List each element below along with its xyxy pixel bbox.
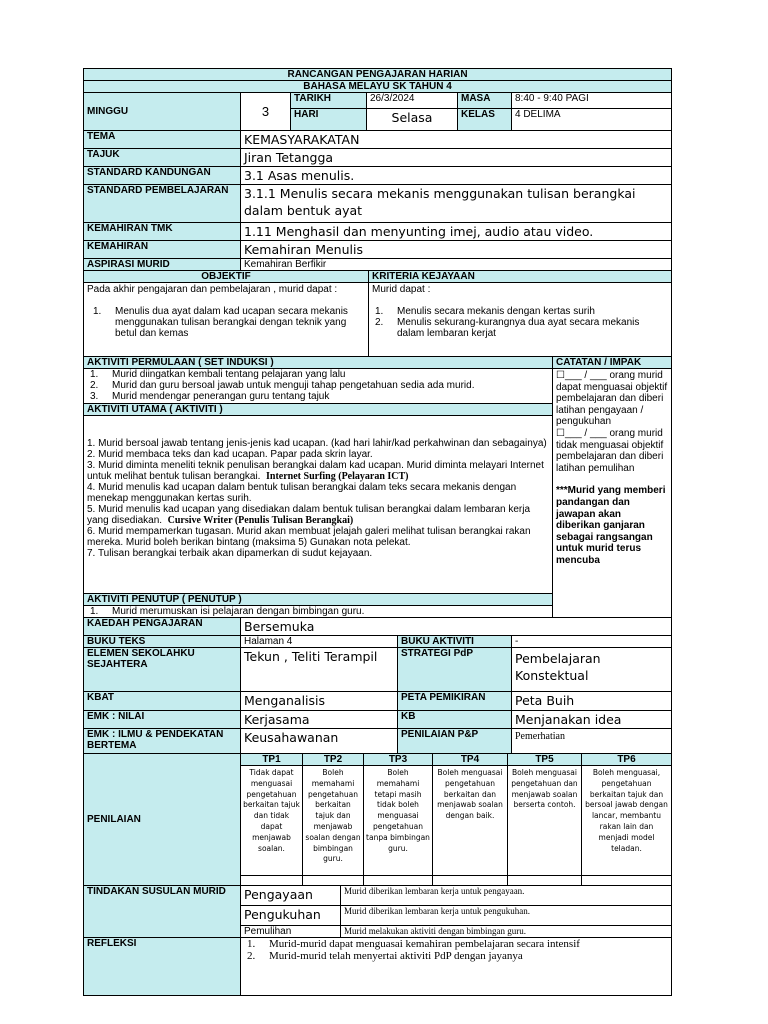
utama-step-7: 7. Tulisan berangkai terbaik akan dipamerkan di sudut kejayaan. <box>87 548 373 559</box>
pengukuhan-label: Pengukuhan <box>241 906 341 926</box>
kriteria-heading: KRITERIA KEJAYAAN <box>369 271 672 283</box>
catatan-line-2: ☐___ / ___ orang murid tidak menguasai objektif pembelajaran dan diberi latihan pemulihan <box>556 427 664 474</box>
utama-step-5-text: 5. Murid menulis kad ucapan yang disediakan dalam bentuk tulisan berangkai dalam lembaran kerja yang disediakan. <box>87 504 531 526</box>
tp2-description: Boleh memahami pengetahuan berkaitan tajuk dan menjawab soalan dengan bimbingan guru. <box>303 766 364 876</box>
standard-kandungan-value: 3.1 Asas menulis. <box>241 167 672 185</box>
kriteria-item-number: 1. <box>375 306 384 317</box>
refleksi-item-number: 2. <box>247 950 256 962</box>
pengayaan-desc: Murid diberikan lembaran kerja untuk pengayaan. <box>341 886 672 906</box>
emk-ilmu-label: EMK : ILMU & PENDEKATAN BERTEMA <box>84 729 241 754</box>
aspirasi-value: Kemahiran Berfikir <box>241 259 672 271</box>
penutup-item-number: 1. <box>90 606 99 617</box>
kb-label: KB <box>398 711 512 729</box>
tp5-heading: TP5 <box>508 754 582 766</box>
penutup-item-text: Murid merumuskan isi pelajaran dengan bimbingan guru. <box>112 606 365 617</box>
tp3-heading: TP3 <box>364 754 433 766</box>
standard-pembelajaran-value: 3.1.1 Menulis secara mekanis menggunakan tulisan berangkai dalam bentuk ayat <box>241 185 672 223</box>
elemen-value: Tekun , Teliti Terampil <box>241 648 398 692</box>
masa-value: 8:40 - 9:40 PAGI <box>512 93 672 109</box>
kemahiran-tmk-label: KEMAHIRAN TMK <box>84 223 241 241</box>
tarikh-label: TARIKH <box>291 93 367 109</box>
utama-cell <box>84 416 553 594</box>
utama-step-6: 6. Murid mempamerkan tugasan. Murid akan membuat jelajah galeri melihat tulisan berangkai rakan mereka. Murid boleh berikan bintang (maksima 5) Gunakan nota pelekat. <box>87 526 531 548</box>
catatan-note: ***Murid yang memberi pandangan dan jawapan akan diberikan ganjaran sebagai rangsangan untuk murid terus mencuba <box>556 485 666 566</box>
kemahiran-label: KEMAHIRAN <box>84 241 241 259</box>
refleksi-cell <box>241 938 672 996</box>
hari-label: HARI <box>291 109 367 131</box>
utama-step-2: 2. Murid membaca teks dan kad ucapan. Papar pada skrin layar. <box>87 449 373 460</box>
kriteria-item-text: Menulis secara mekanis dengan kertas surih <box>397 306 595 317</box>
penilaian-pp-value: Pemerhatian <box>512 729 672 754</box>
pemulihan-label: Pemulihan <box>241 926 341 938</box>
penilaian-table <box>83 753 672 886</box>
permulaan-cell <box>84 369 553 404</box>
refleksi-label: REFLEKSI <box>84 938 241 996</box>
standard-pembelajaran-label: STANDARD PEMBELAJARAN <box>84 185 241 223</box>
hari-value: Selasa <box>367 109 458 131</box>
pemulihan-desc: Murid melakukan aktiviti dengan bimbingan guru. <box>341 926 672 938</box>
objektif-item-text: Menulis dua ayat dalam kad ucapan secara mekanis menggunakan tulisan berangkai dengan teknik yang betul dan kemas <box>115 306 348 339</box>
kaedah-value: Bersemuka <box>241 618 672 636</box>
peta-value: Peta Buih <box>512 692 672 711</box>
utama-heading: AKTIVITI UTAMA ( AKTIVITI ) <box>84 404 553 416</box>
objective-table <box>83 270 672 357</box>
objektif-intro: Pada akhir pengajaran dan pembelajaran , murid dapat : <box>87 284 338 295</box>
tp1-description: Tidak dapat menguasai pengetahuan berkaitan tajuk dan tidak dapat menjawab soalan. <box>241 766 303 876</box>
objektif-cell <box>84 283 369 357</box>
minggu-label: MINGGU <box>84 93 241 131</box>
permulaan-item-text: Murid mendengar penerangan guru tentang tajuk <box>112 391 330 402</box>
catatan-heading: CATATAN / IMPAK <box>553 357 672 369</box>
kaedah-label: KAEDAH PENGAJARAN <box>84 618 241 636</box>
permulaan-item <box>87 369 549 380</box>
emk-nilai-label: EMK : NILAI <box>84 711 241 729</box>
tp5-mark <box>508 876 582 886</box>
refleksi-item-number: 1. <box>247 938 256 950</box>
emk-nilai-value: Kerjasama <box>241 711 398 729</box>
objektif-heading: OBJEKTIF <box>84 271 369 283</box>
refleksi-item-text: Murid-murid dapat menguasai kemahiran pembelajaran secara intensif <box>269 938 580 950</box>
kbat-label: KBAT <box>84 692 241 711</box>
tema-label: TEMA <box>84 131 241 149</box>
standard-kandungan-label: STANDARD KANDUNGAN <box>84 167 241 185</box>
activity-table <box>83 356 672 618</box>
tema-value: KEMASYARAKATAN <box>241 131 672 149</box>
susulan-label: TINDAKAN SUSULAN MURID <box>84 886 241 938</box>
strategi-label: STRATEGI PdP <box>398 648 512 692</box>
kriteria-item <box>372 317 668 339</box>
penilaian-label: PENILAIAN <box>84 754 241 886</box>
permulaan-item-number: 2. <box>90 380 99 391</box>
penilaian-pp-label: PENILAIAN P&P <box>398 729 512 754</box>
objektif-item <box>87 306 365 339</box>
tp3-mark <box>364 876 433 886</box>
permulaan-item-text: Murid dan guru bersoal jawab untuk menguji tahap pengetahuan sedia ada murid. <box>112 380 475 391</box>
kriteria-item-number: 2. <box>375 317 384 328</box>
plan-subtitle: BAHASA MELAYU SK TAHUN 4 <box>84 81 672 93</box>
kelas-value: 4 DELIMA <box>512 109 672 131</box>
followup-table <box>83 885 672 996</box>
peta-label: PETA PEMIKIRAN <box>398 692 512 711</box>
utama-step-3-tag: Internet Surfing (Pelayaran ICT) <box>266 471 409 482</box>
objektif-item-number: 1. <box>93 306 102 317</box>
tp6-description: Boleh menguasai, pengetahuan berkaitan tajuk dan bersoal jawab dengan lancar, membantu rakan lain dan menjadi model teladan. <box>582 766 672 876</box>
buku-aktiviti-label: BUKU AKTIVITI <box>398 636 512 648</box>
tp2-heading: TP2 <box>303 754 364 766</box>
permulaan-item <box>87 391 549 402</box>
permulaan-item-number: 3. <box>90 391 99 402</box>
kriteria-item-text: Menulis sekurang-kurangnya dua ayat secara mekanis dalam lembaran kerjat <box>397 317 640 339</box>
tajuk-value: Jiran Tetangga <box>241 149 672 167</box>
strategi-value: Pembelajaran Konstektual <box>512 648 672 692</box>
strategy-table <box>83 617 672 754</box>
buku-teks-value: Halaman 4 <box>241 636 398 648</box>
tarikh-value: 26/3/2024 <box>367 93 458 109</box>
kriteria-intro: Murid dapat : <box>372 284 431 295</box>
penutup-cell <box>84 606 553 618</box>
tp1-mark <box>241 876 303 886</box>
catatan-line-1: ☐___ / ___ orang murid dapat menguasai objektif pembelajaran dan diberi latihan pengayaan / pengukuhan <box>556 370 668 428</box>
kb-value: Menjanakan idea <box>512 711 672 729</box>
buku-teks-label: BUKU TEKS <box>84 636 241 648</box>
catatan-cell <box>553 369 672 618</box>
refleksi-item <box>244 950 668 962</box>
refleksi-item <box>244 938 668 950</box>
tp4-heading: TP4 <box>433 754 508 766</box>
lesson-plan-sheet <box>83 68 671 996</box>
utama-step-1: 1. Murid bersoal jawab tentang jenis-jenis kad ucapan. (kad hari lahir/kad perkahwinan dan sebagainya) <box>87 438 547 449</box>
header-table <box>83 68 672 271</box>
kbat-value: Menganalisis <box>241 692 398 711</box>
kemahiran-tmk-value: 1.11 Menghasil dan menyunting imej, audio atau video. <box>241 223 672 241</box>
minggu-value: 3 <box>241 93 291 131</box>
utama-step-3-text: 3. Murid diminta meneliti teknik penulisan berangkai dalam kad ucapan. Murid diminta melayari Internet untuk melihat bentuk tulisan berangkai. <box>87 460 544 482</box>
masa-label: MASA <box>458 93 512 109</box>
buku-aktiviti-value: - <box>512 636 672 648</box>
tp1-heading: TP1 <box>241 754 303 766</box>
plan-title: RANCANGAN PENGAJARAN HARIAN <box>84 69 672 81</box>
tp5-description: Boleh menguasai pengetahuan dan menjawab soalan berserta contoh. <box>508 766 582 876</box>
pengayaan-label: Pengayaan <box>241 886 341 906</box>
tp2-mark <box>303 876 364 886</box>
tp6-mark <box>582 876 672 886</box>
permulaan-item <box>87 380 549 391</box>
tp4-description: Boleh menguasai pengetahuan berkaitan dan menjawab soalan dengan baik. <box>433 766 508 876</box>
tajuk-label: TAJUK <box>84 149 241 167</box>
kelas-label: KELAS <box>458 109 512 131</box>
penutup-item <box>87 606 549 617</box>
pengukuhan-desc: Murid diberikan lembaran kerja untuk pengukuhan. <box>341 906 672 926</box>
utama-step-5-tag: Cursive Writer (Penulis Tulisan Berangkai) <box>167 515 354 526</box>
permulaan-heading: AKTIVITI PERMULAAN ( SET INDUKSI ) <box>84 357 553 369</box>
refleksi-item-text: Murid-murid telah menyertai aktiviti PdP dengan jayanya <box>269 950 523 962</box>
kemahiran-value: Kemahiran Menulis <box>241 241 672 259</box>
utama-step-3 <box>87 460 549 482</box>
tp6-heading: TP6 <box>582 754 672 766</box>
tp3-description: Boleh memahami tetapi masih tidak boleh menguasai pengetahuan tanpa bimbingan guru. <box>364 766 433 876</box>
aspirasi-label: ASPIRASI MURID <box>84 259 241 271</box>
tp4-mark <box>433 876 508 886</box>
permulaan-item-text: Murid diingatkan kembali tentang pelajaran yang lalu <box>112 369 346 380</box>
utama-step-5 <box>87 504 549 526</box>
permulaan-item-number: 1. <box>90 369 99 380</box>
elemen-label: ELEMEN SEKOLAHKU SEJAHTERA <box>84 648 241 692</box>
penutup-heading: AKTIVITI PENUTUP ( PENUTUP ) <box>84 594 553 606</box>
emk-ilmu-value: Keusahawanan <box>241 729 398 754</box>
utama-step-4: 4. Murid menulis kad ucapan dalam bentuk tulisan berangkai dalam teks secara mekanis dengan menekap menggunakan kertas surih. <box>87 482 517 504</box>
kriteria-item <box>372 306 668 317</box>
kriteria-cell <box>369 283 672 357</box>
